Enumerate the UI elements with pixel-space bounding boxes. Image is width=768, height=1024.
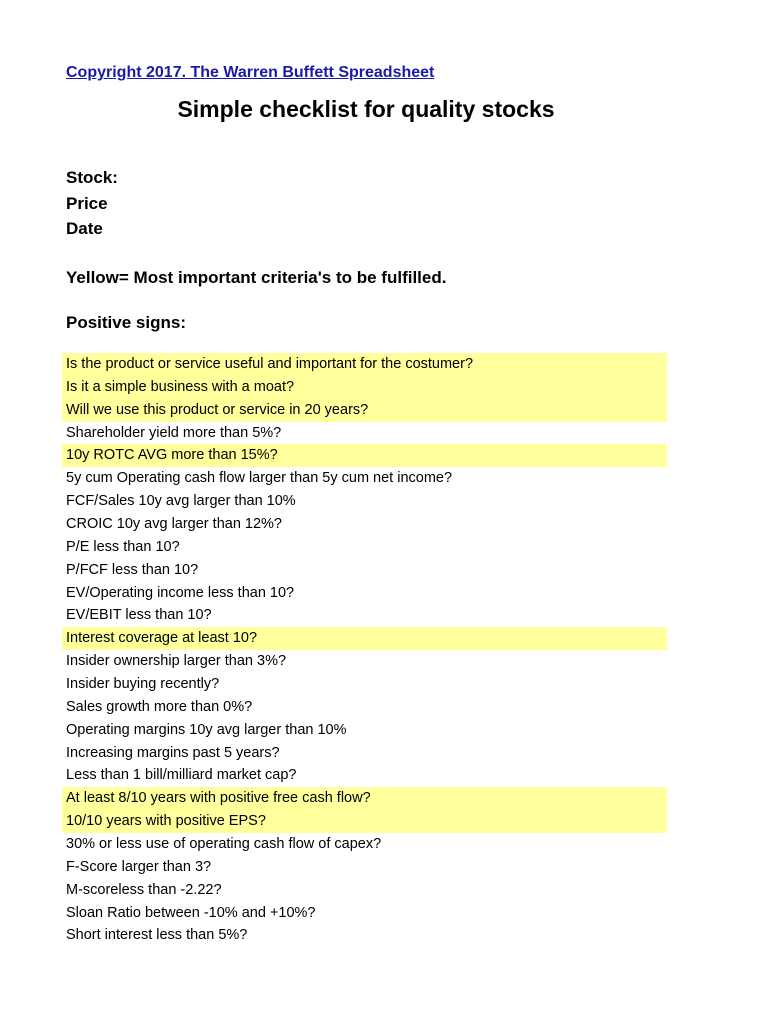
checklist (62, 353, 667, 947)
checklist-item: Operating margins 10y avg larger than 10% (66, 721, 347, 738)
date-label: Date (66, 219, 103, 238)
checklist-item: M-scoreless than -2.22? (66, 881, 222, 898)
checklist-item: Insider buying recently? (66, 676, 220, 693)
checklist-item: Short interest less than 5%? (66, 927, 248, 944)
checklist-item-highlighted: 10y ROTC AVG more than 15%? (62, 444, 667, 467)
checklist-item: CROIC 10y avg larger than 12%? (66, 516, 282, 533)
checklist-item-highlighted: At least 8/10 years with positive free cash flow? (62, 787, 667, 810)
checklist-item: 5y cum Operating cash flow larger than 5y cum net income? (66, 470, 453, 487)
copyright-link[interactable]: Copyright 2017. The Warren Buffett Spreadsheet (66, 64, 435, 81)
checklist-item: EV/EBIT less than 10? (66, 607, 212, 624)
checklist-item: P/E less than 10? (66, 538, 180, 555)
stock-info-fields (66, 165, 118, 242)
checklist-item: 30% or less use of operating cash flow of capex? (66, 836, 382, 853)
checklist-item: EV/Operating income less than 10? (66, 584, 295, 601)
checklist-item-highlighted: Is it a simple business with a moat? (62, 376, 667, 399)
checklist-item: Sloan Ratio between -10% and +10%? (66, 904, 316, 921)
checklist-item-highlighted: Will we use this product or service in 20 years? (62, 399, 667, 422)
checklist-item-highlighted: Is the product or service useful and important for the costumer? (62, 353, 667, 376)
checklist-item: F-Score larger than 3? (66, 858, 212, 875)
checklist-item: Less than 1 bill/milliard market cap? (66, 767, 297, 784)
page-title: Simple checklist for quality stocks (177, 96, 555, 122)
checklist-item: FCF/Sales 10y avg larger than 10% (66, 493, 296, 510)
checklist-item: Insider ownership larger than 3%? (66, 653, 287, 670)
checklist-item: Increasing margins past 5 years? (66, 744, 280, 761)
checklist-item-highlighted: 10/10 years with positive EPS? (62, 810, 667, 833)
checklist-item: Shareholder yield more than 5%? (66, 424, 282, 441)
positive-signs-heading: Positive signs: (66, 313, 186, 332)
checklist-item: Sales growth more than 0%? (66, 698, 253, 715)
price-label: Price (66, 193, 108, 213)
checklist-item: P/FCF less than 10? (66, 561, 199, 578)
highlight-legend: Yellow= Most important criteria's to be fulfilled. (66, 268, 447, 287)
stock-label: Stock: (66, 168, 118, 187)
checklist-item-highlighted: Interest coverage at least 10? (62, 627, 667, 650)
